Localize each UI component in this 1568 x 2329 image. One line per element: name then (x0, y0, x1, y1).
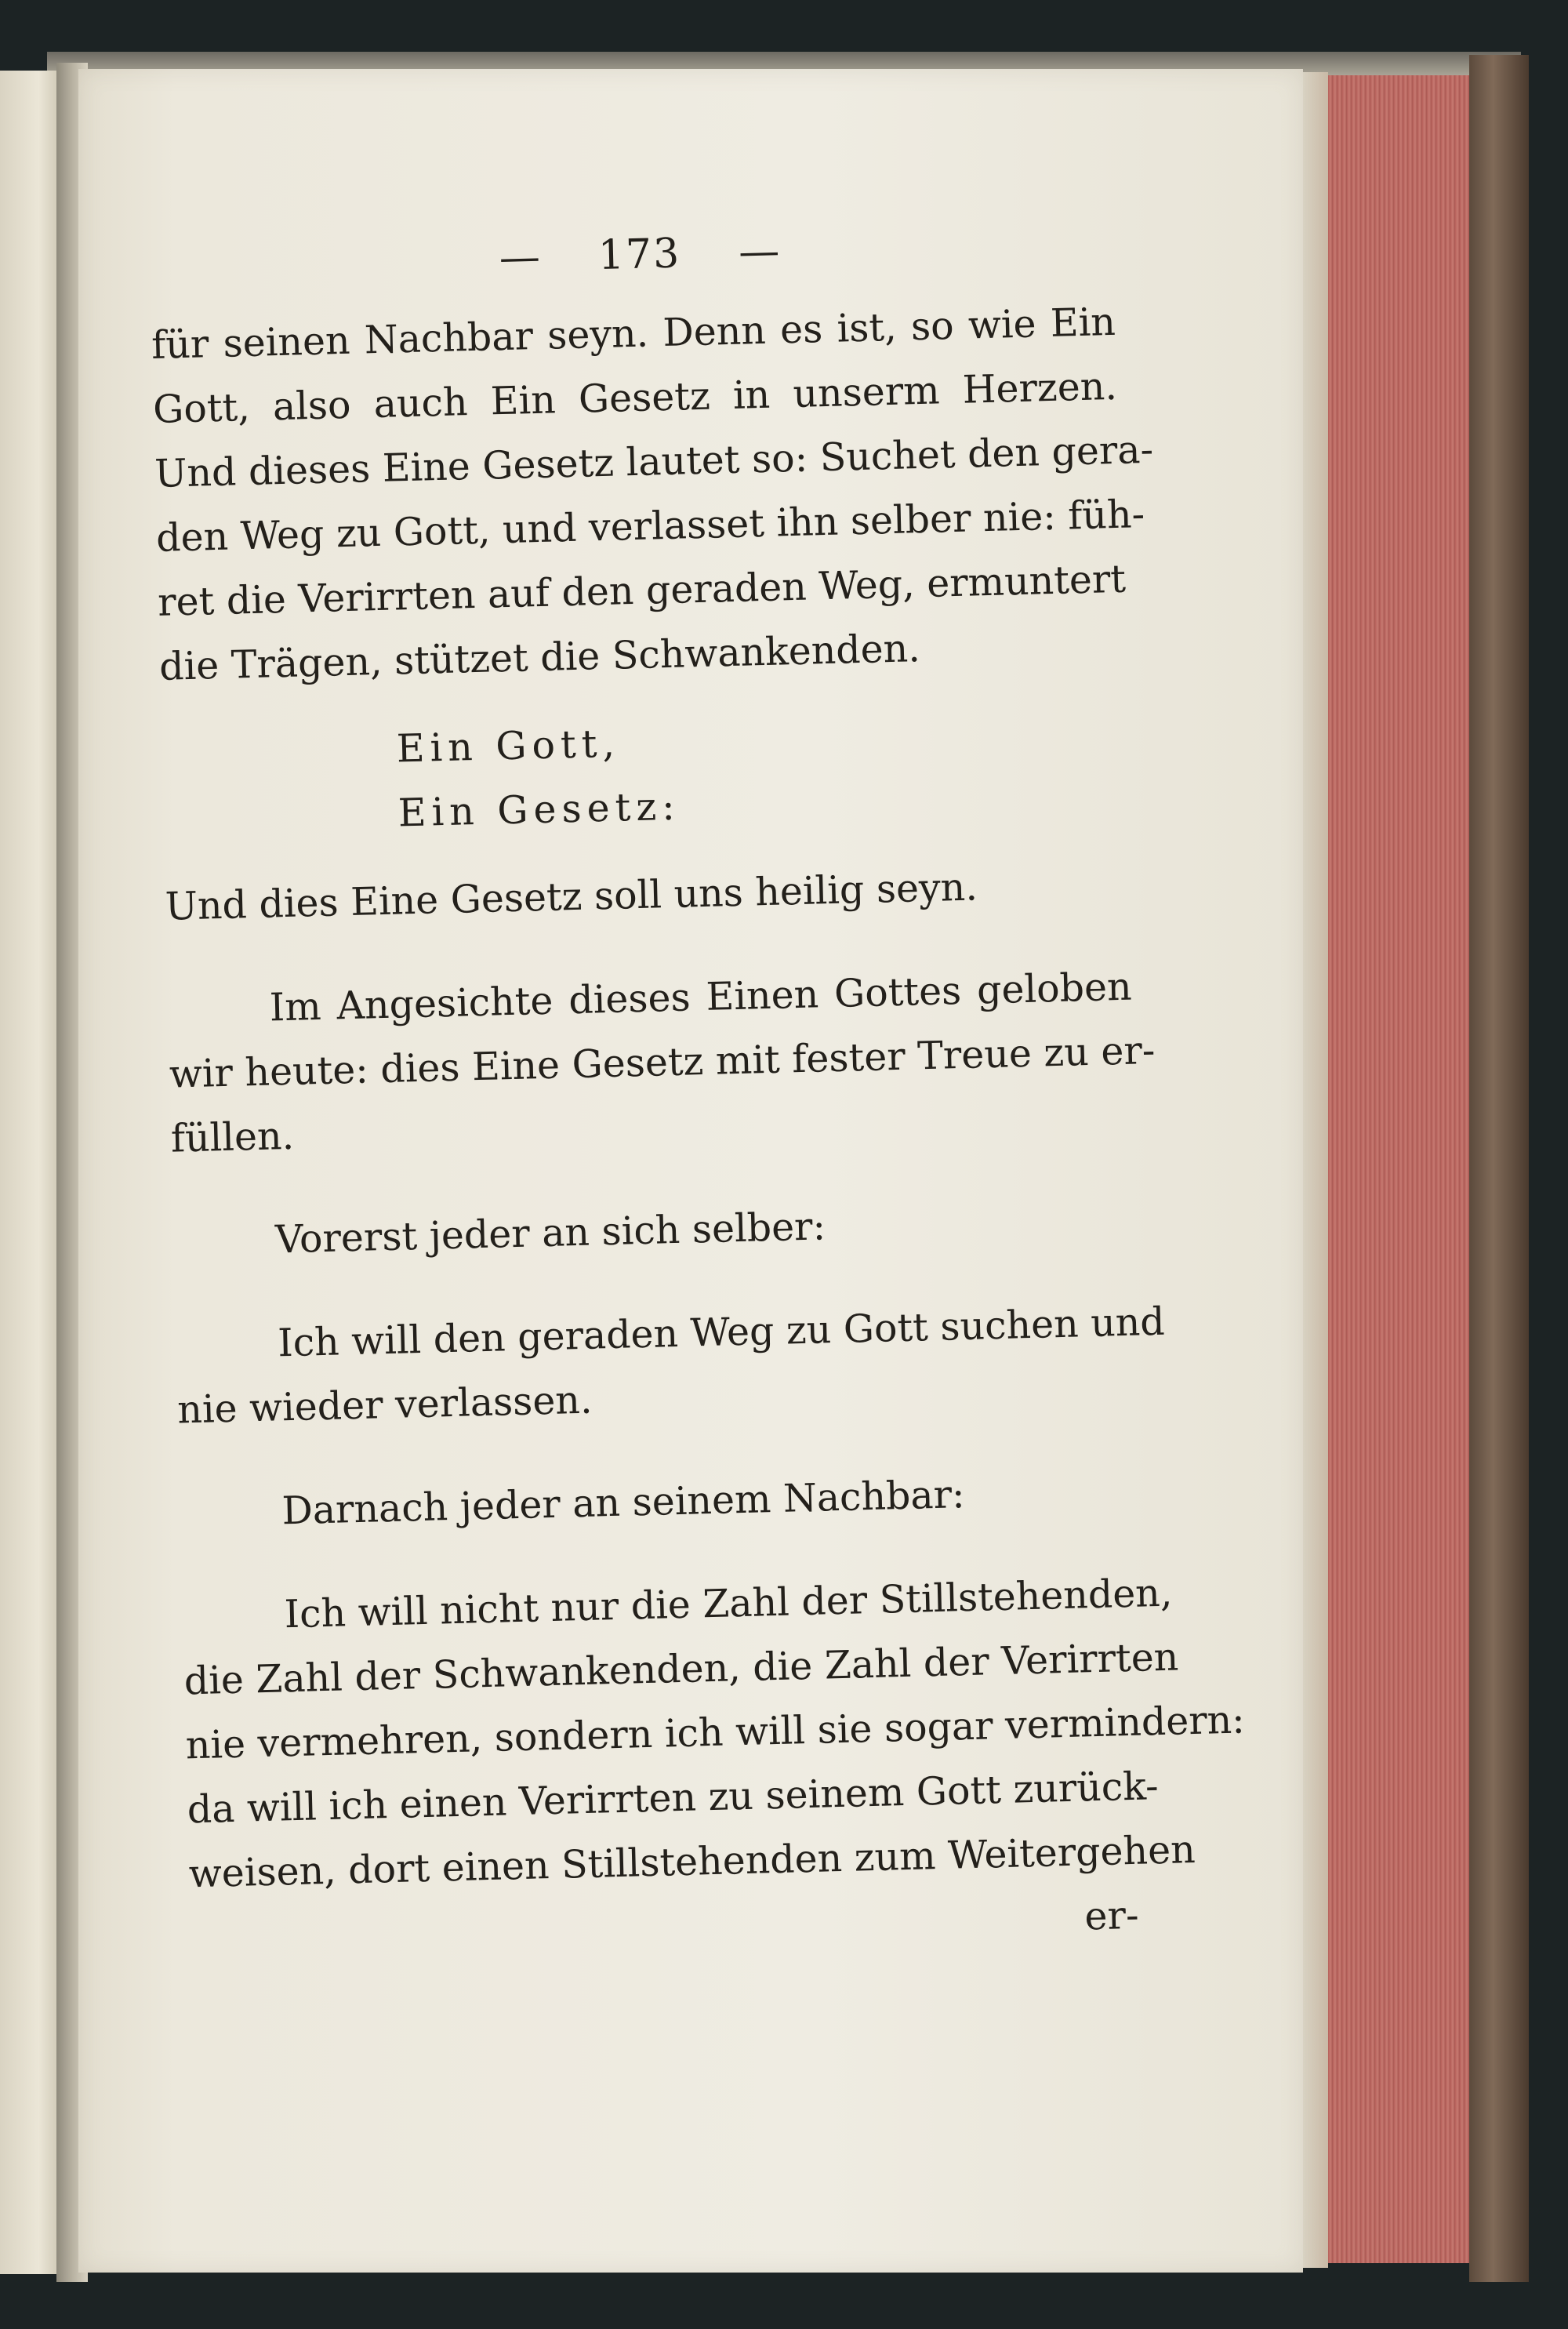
text-line: den Weg zu Gott, und verlasset ihn selber nie: füh- (155, 492, 1145, 561)
facing-page-edge (0, 71, 64, 2274)
text-line: nie wieder verlassen. (176, 1377, 593, 1433)
text-line: die Trägen, stützet die Schwankenden. (158, 626, 921, 689)
header-dash-right: — (738, 227, 780, 276)
paragraph-4: Vorerst jeder an sich selber: (274, 1204, 826, 1263)
page-edge (1303, 72, 1328, 2268)
text-line: für seinen Nachbar seyn. Denn es ist, so wie Ein (151, 299, 1116, 368)
red-page-block-edge (1328, 75, 1469, 2263)
motto-line: Ein Gott, (396, 721, 621, 772)
text-line: wir heute: dies Eine Gesetz mit fester Treue zu er- (169, 1027, 1156, 1097)
paragraph-3 (167, 955, 1156, 1172)
text-line: Ich will nicht nur die Zahl der Stillstehenden, (284, 1570, 1173, 1637)
paragraph-6: Darnach jeder an seinem Nachbar: (281, 1472, 966, 1534)
text-line: Im Angesichte dieses Einen Gottes geloben (269, 964, 1133, 1030)
page-text (149, 220, 1246, 1971)
motto-line: Ein Gesetz: (397, 783, 681, 836)
book-cover-edge (1469, 55, 1529, 2282)
text-line: ret die Verirrten auf den geraden Weg, ermuntert (157, 556, 1127, 625)
paragraph-1 (151, 290, 1154, 699)
paragraph-7 (182, 1561, 1246, 1906)
text-line: Ich will den geraden Weg zu Gott suchen und (277, 1299, 1166, 1366)
header-dash-left: — (499, 233, 541, 282)
text-line: Und dieses Eine Gesetz lautet so: Suchet den gera- (154, 427, 1154, 496)
page-number: 173 (597, 230, 681, 279)
paragraph-5 (175, 1291, 1166, 1443)
text-line: füllen. (170, 1113, 295, 1161)
paragraph-2: Und dies Eine Gesetz soll uns heilig seyn. (164, 864, 978, 929)
text-line: Gott, also auch Ein Gesetz in unserm Herzen. (152, 363, 1118, 432)
text-line: die Zahl der Schwankenden, die Zahl der Verirrten (183, 1634, 1179, 1704)
motto (161, 699, 1128, 852)
text-line: nie vermehren, sondern ich will sie sogar vermindern: (185, 1697, 1246, 1768)
catchword: er- (1083, 1892, 1140, 1939)
text-line: weisen, dort einen Stillstehenden zum Weitergehen (188, 1827, 1196, 1897)
text-line: da will ich einen Verirrten zu seinem Gott zurück- (187, 1764, 1160, 1833)
